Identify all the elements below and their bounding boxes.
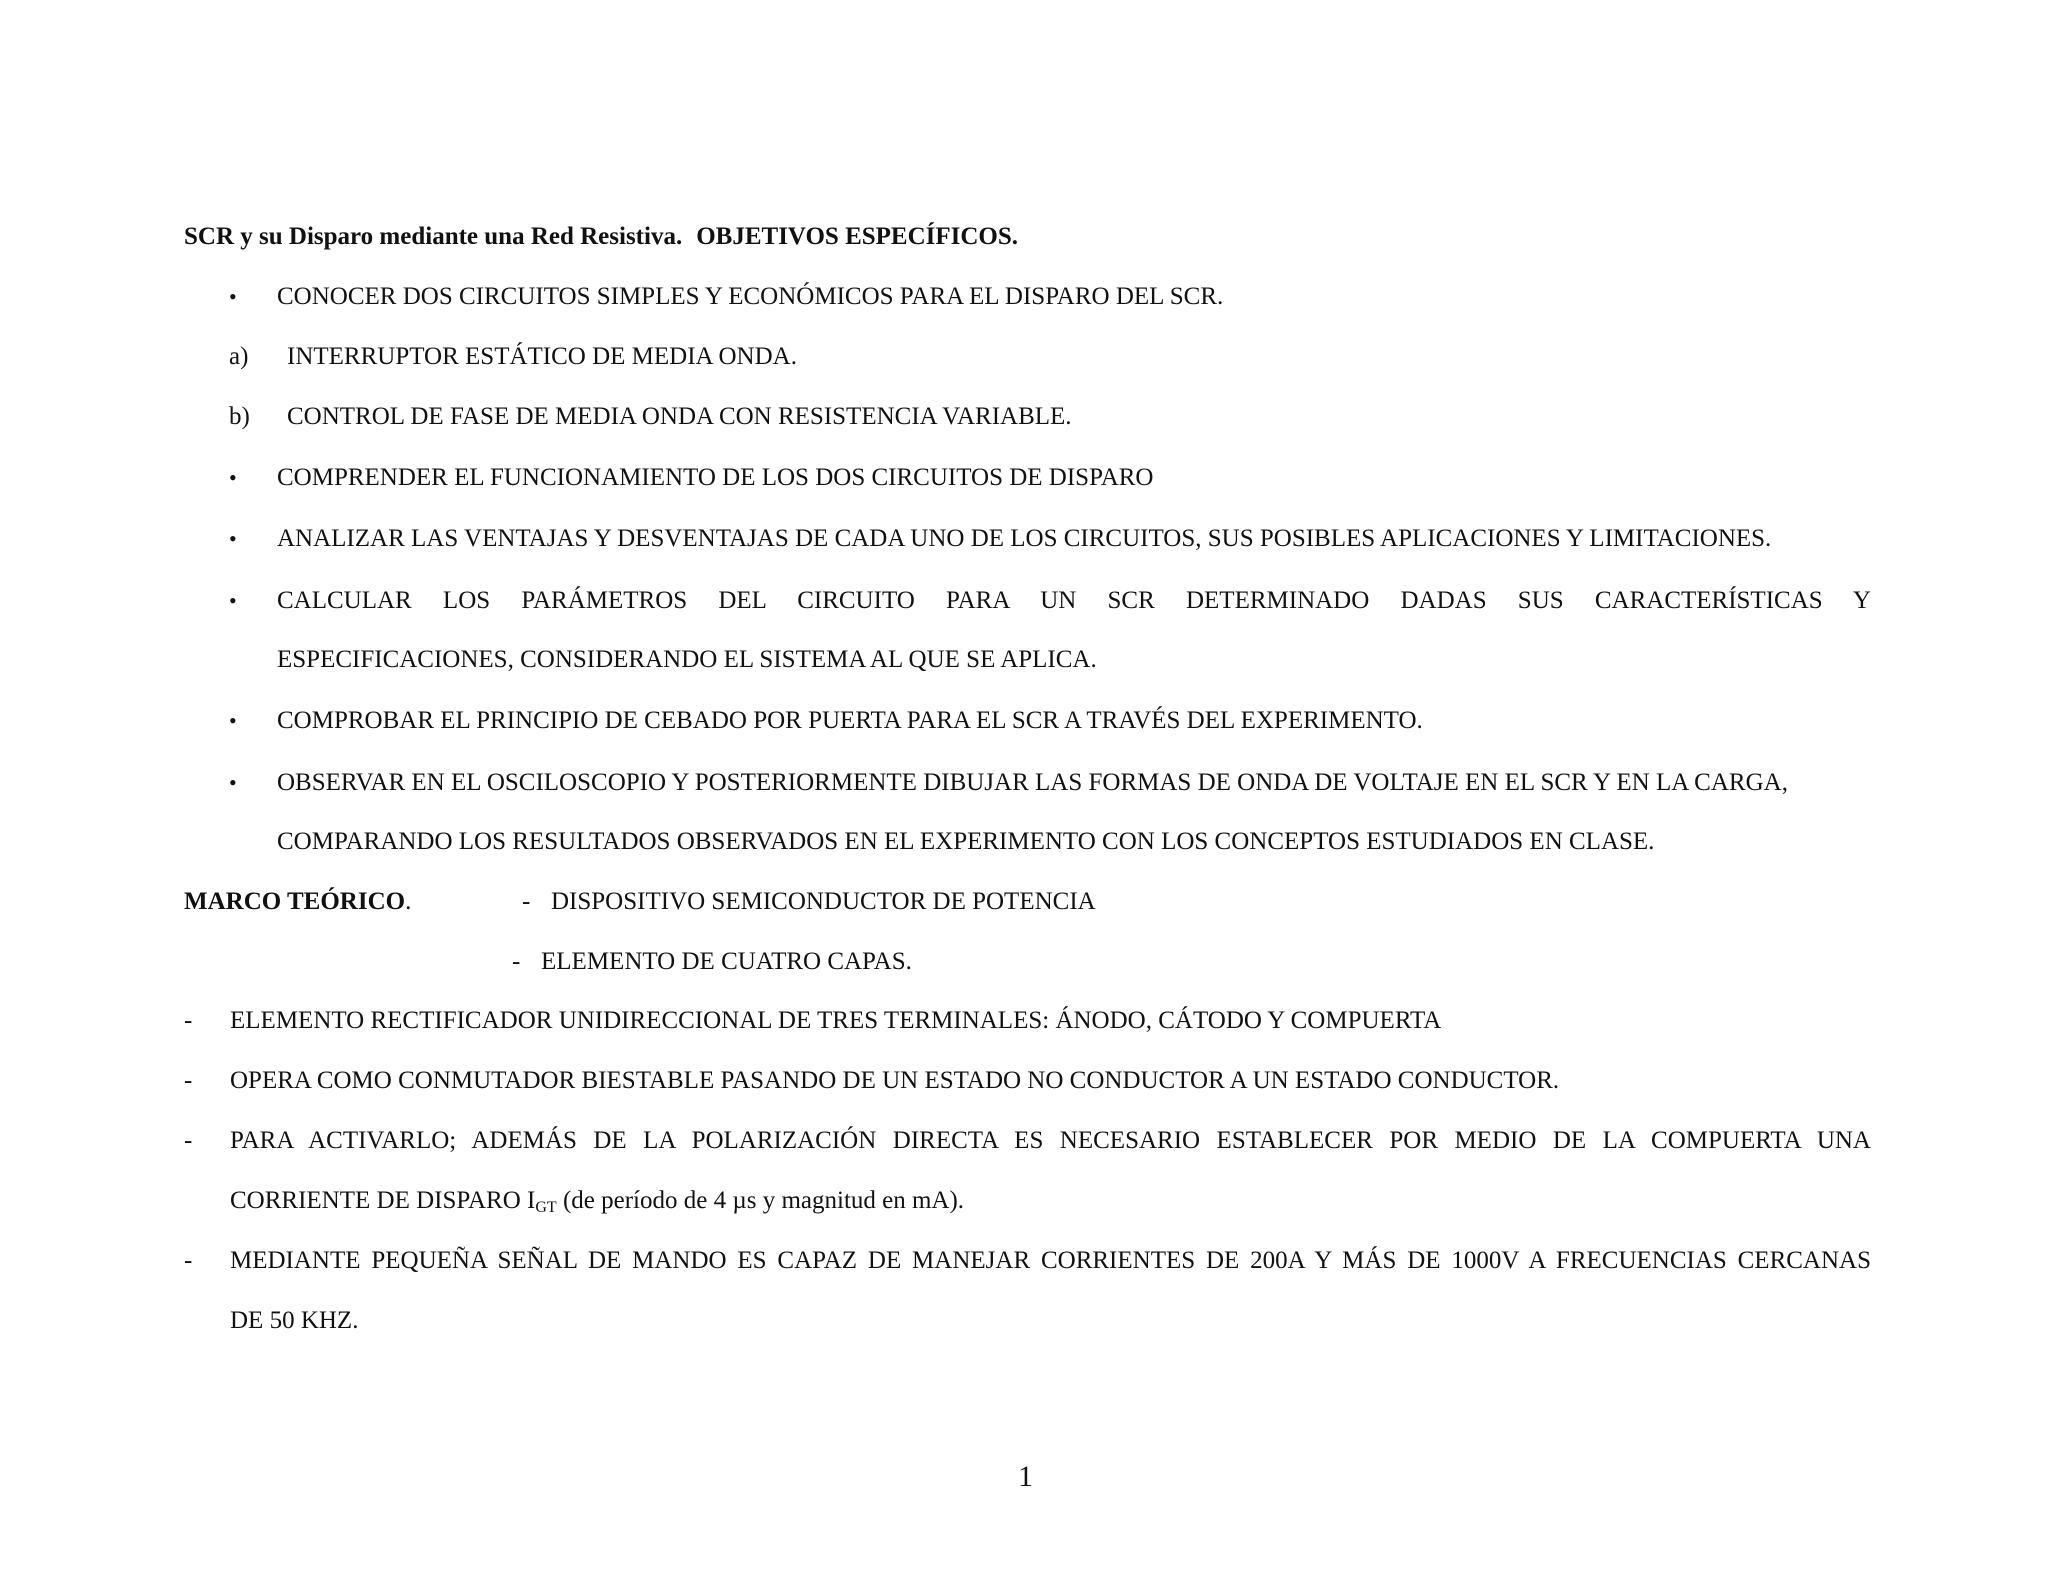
dash-marker: -: [184, 1007, 193, 1034]
objective-item-6-line-1: OBSERVAR EN EL OSCILOSCOPIO Y POSTERIORMENTE DIBUJAR LAS FORMAS DE ONDA DE VOLTAJE EN EL SCR Y EN LA CARGA,: [277, 769, 1788, 796]
sub-item-b: CONTROL DE FASE DE MEDIA ONDA CON RESISTENCIA VARIABLE.: [287, 403, 1072, 430]
objective-item-4-line-2: ESPECIFICACIONES, CONSIDERANDO EL SISTEMA AL QUE SE APLICA.: [277, 646, 1097, 673]
bullet-icon: •: [229, 588, 237, 613]
sub-item-a: INTERRUPTOR ESTÁTICO DE MEDIA ONDA.: [287, 343, 797, 370]
objective-item-3: ANALIZAR LAS VENTAJAS Y DESVENTAJAS DE CADA UNO DE LOS CIRCUITOS, SUS POSIBLES APLICACIONES Y LIMITACIONES.: [277, 525, 1772, 552]
bullet-icon: •: [229, 284, 237, 309]
marco-teorico-label: MARCO TEÓRICO: [184, 888, 406, 915]
marco-item-4-line-2: DE 50 KHZ.: [230, 1307, 359, 1334]
current-subscript: GT: [535, 1199, 557, 1216]
bullet-icon: •: [229, 465, 237, 490]
marco-teorico-period: .: [405, 888, 412, 915]
marco-item-2: OPERA COMO CONMUTADOR BIESTABLE PASANDO DE UN ESTADO NO CONDUCTOR A UN ESTADO CONDUCTOR.: [230, 1067, 1560, 1094]
objective-item-1: CONOCER DOS CIRCUITOS SIMPLES Y ECONÓMICOS PARA EL DISPARO DEL SCR.: [277, 283, 1224, 310]
dash-marker: -: [184, 1067, 193, 1094]
objectives-heading: OBJETIVOS ESPECÍFICOS.: [696, 223, 1019, 250]
dash-marker: -: [184, 1127, 193, 1154]
sub-item-marker-a: a): [229, 343, 249, 370]
objective-item-5: COMPROBAR EL PRINCIPIO DE CEBADO POR PUERTA PARA EL SCR A TRAVÉS DEL EXPERIMENTO.: [277, 707, 1423, 734]
marco-item-4-line-1: MEDIANTE PEQUEÑA SEÑAL DE MANDO ES CAPAZ DE MANEJAR CORRIENTES DE 200A Y MÁS DE 1000V A FRECUENCIAS CERCANAS: [230, 1247, 1871, 1274]
marco-item-1: ELEMENTO RECTIFICADOR UNIDIRECCIONAL DE TRES TERMINALES: ÁNODO, CÁTODO Y COMPUERTA: [230, 1007, 1442, 1034]
marco-item-3-line-1: PARA ACTIVARLO; ADEMÁS DE LA POLARIZACIÓN DIRECTA ES NECESARIO ESTABLECER POR MEDIO DE LA COMPUERTA UNA: [230, 1127, 1871, 1154]
current-label: CORRIENTE DE DISPARO I: [230, 1187, 536, 1214]
marco-line-2: ELEMENTO DE CUATRO CAPAS.: [541, 948, 912, 975]
marco-line-1: DISPOSITIVO SEMICONDUCTOR DE POTENCIA: [551, 888, 1096, 915]
marco-item-3-line-2: [230, 1186, 964, 1216]
bullet-icon: •: [229, 526, 237, 551]
current-description: (de período de 4 µs y magnitud en mA).: [556, 1187, 965, 1214]
bullet-icon: •: [229, 708, 237, 733]
bullet-icon: •: [229, 770, 237, 795]
objective-item-2: COMPRENDER EL FUNCIONAMIENTO DE LOS DOS CIRCUITOS DE DISPARO: [277, 464, 1154, 491]
marco-teorico-heading: [184, 887, 411, 917]
dash-marker: -: [512, 948, 521, 975]
page-number: 1: [1018, 1460, 1033, 1493]
dash-marker: -: [522, 888, 531, 915]
sub-item-marker-b: b): [229, 403, 250, 430]
objective-item-4-line-1: CALCULAR LOS PARÁMETROS DEL CIRCUITO PARA UN SCR DETERMINADO DADAS SUS CARACTERÍSTICAS Y: [277, 587, 1871, 614]
objective-item-6-line-2: COMPARANDO LOS RESULTADOS OBSERVADOS EN EL EXPERIMENTO CON LOS CONCEPTOS ESTUDIADOS EN CLASE.: [277, 828, 1655, 855]
dash-marker: -: [184, 1247, 193, 1274]
section-heading: [184, 222, 1018, 252]
document-title: SCR y su Disparo mediante una Red Resistiva.: [184, 223, 683, 250]
